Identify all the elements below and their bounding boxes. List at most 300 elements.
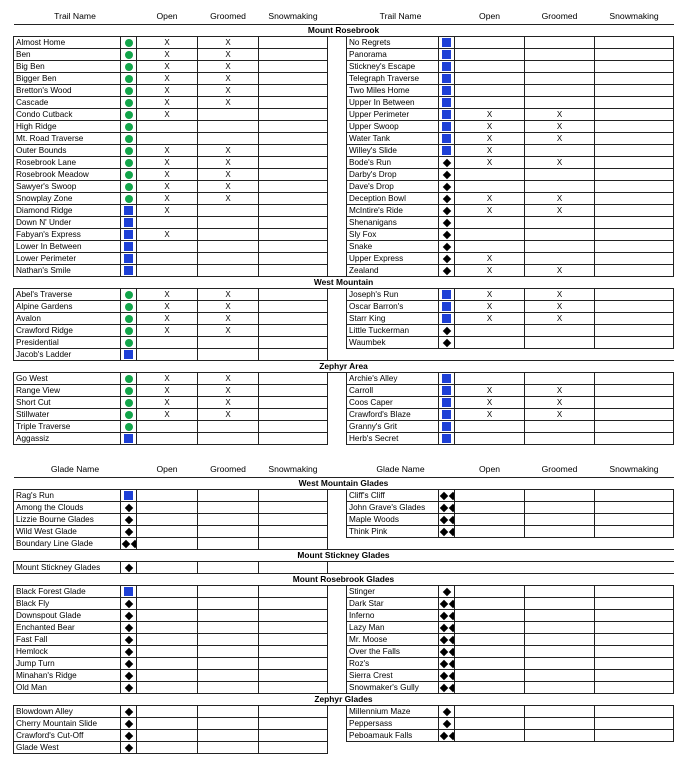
groomed-status bbox=[525, 526, 595, 538]
glade-section-title: Mount Rosebrook Glades bbox=[14, 574, 674, 586]
snowmaking-status bbox=[259, 337, 328, 349]
empty-cell bbox=[347, 349, 439, 361]
trail-name: Abel's Traverse bbox=[14, 289, 121, 301]
glade-row bbox=[14, 718, 674, 730]
column-gap bbox=[328, 325, 347, 337]
snowmaking-status bbox=[595, 241, 674, 253]
glade-name: Maple Woods bbox=[347, 514, 439, 526]
black-diamond-icon bbox=[442, 206, 451, 215]
open-status bbox=[137, 133, 198, 145]
trail-name: Dave's Drop bbox=[347, 181, 439, 193]
difficulty-symbol bbox=[439, 73, 455, 85]
column-gap bbox=[328, 133, 347, 145]
snowmaking-status bbox=[259, 97, 328, 109]
difficulty-symbol bbox=[439, 598, 455, 610]
open-status bbox=[455, 634, 525, 646]
empty-cell bbox=[347, 538, 439, 550]
blue-square-icon bbox=[124, 206, 133, 215]
open-status bbox=[137, 610, 198, 622]
difficulty-symbol bbox=[439, 97, 455, 109]
difficulty-symbol bbox=[121, 622, 137, 634]
difficulty-symbol bbox=[439, 169, 455, 181]
open-status: X bbox=[455, 121, 525, 133]
difficulty-symbol bbox=[439, 289, 455, 301]
snowmaking-status bbox=[595, 610, 674, 622]
open-status bbox=[137, 241, 198, 253]
black-diamond-icon bbox=[124, 623, 133, 632]
glade-section-title: Mount Stickney Glades bbox=[14, 550, 674, 562]
groomed-status: X bbox=[198, 37, 259, 49]
snowmaking-status bbox=[259, 229, 328, 241]
trail-name: Upper Swoop bbox=[347, 121, 439, 133]
groomed-status: X bbox=[525, 385, 595, 397]
difficulty-symbol bbox=[439, 337, 455, 349]
glade-row bbox=[14, 742, 674, 754]
groomed-status bbox=[525, 337, 595, 349]
difficulty-symbol bbox=[439, 85, 455, 97]
trail-name: Two Miles Home bbox=[347, 85, 439, 97]
column-gap bbox=[328, 622, 347, 634]
double-black-diamond-icon bbox=[439, 503, 455, 512]
glade-row bbox=[14, 514, 674, 526]
groomed-status: X bbox=[525, 109, 595, 121]
groomed-status: X bbox=[198, 73, 259, 85]
open-status: X bbox=[455, 409, 525, 421]
groomed-status bbox=[198, 265, 259, 277]
groomed-status bbox=[525, 49, 595, 61]
trail-table-header bbox=[14, 8, 674, 25]
black-diamond-icon bbox=[442, 338, 451, 347]
open-status: X bbox=[137, 37, 198, 49]
open-status bbox=[137, 337, 198, 349]
empty-cell bbox=[595, 349, 674, 361]
trail-name: Mt. Road Traverse bbox=[14, 133, 121, 145]
snowmaking-status bbox=[595, 181, 674, 193]
empty-cell bbox=[595, 538, 674, 550]
glade-name: Black Fly bbox=[14, 598, 121, 610]
glade-name: Rag's Run bbox=[14, 490, 121, 502]
green-circle-icon bbox=[125, 290, 133, 299]
snowmaking-status bbox=[595, 586, 674, 598]
trail-section-title: Zephyr Area bbox=[14, 361, 674, 373]
green-circle-icon bbox=[125, 374, 133, 383]
snowmaking-status bbox=[595, 145, 674, 157]
snowmaking-status bbox=[259, 205, 328, 217]
groomed-status: X bbox=[198, 145, 259, 157]
snowmaking-status bbox=[259, 514, 328, 526]
column-gap bbox=[328, 169, 347, 181]
double-black-diamond-icon bbox=[439, 611, 455, 620]
difficulty-symbol bbox=[439, 109, 455, 121]
empty-cell bbox=[439, 538, 455, 550]
column-gap bbox=[328, 109, 347, 121]
snowmaking-status bbox=[259, 241, 328, 253]
column-gap bbox=[328, 241, 347, 253]
open-status: X bbox=[137, 313, 198, 325]
groomed-status bbox=[525, 646, 595, 658]
green-circle-icon bbox=[125, 326, 133, 335]
trail-row bbox=[14, 181, 674, 193]
trail-name: Water Tank bbox=[347, 133, 439, 145]
snowmaking-status bbox=[595, 97, 674, 109]
groomed-status bbox=[525, 145, 595, 157]
snowmaking-status bbox=[259, 109, 328, 121]
trail-name: Waumbek bbox=[347, 337, 439, 349]
open-status bbox=[455, 85, 525, 97]
snowmaking-status bbox=[259, 706, 328, 718]
glade-name: Sierra Crest bbox=[347, 670, 439, 682]
trail-row bbox=[14, 145, 674, 157]
difficulty-symbol bbox=[439, 718, 455, 730]
open-status bbox=[137, 622, 198, 634]
glade-name: Wild West Glade bbox=[14, 526, 121, 538]
difficulty-symbol bbox=[121, 157, 137, 169]
open-status bbox=[137, 742, 198, 754]
open-status: X bbox=[137, 301, 198, 313]
open-status: X bbox=[137, 61, 198, 73]
groomed-status bbox=[198, 109, 259, 121]
groomed-status bbox=[198, 706, 259, 718]
snowmaking-status bbox=[595, 61, 674, 73]
snowmaking-status bbox=[595, 658, 674, 670]
open-status bbox=[137, 421, 198, 433]
difficulty-symbol bbox=[121, 718, 137, 730]
snowmaking-status bbox=[259, 502, 328, 514]
column-gap bbox=[328, 337, 347, 349]
difficulty-symbol bbox=[439, 217, 455, 229]
trail-section-title: Mount Rosebrook bbox=[14, 25, 674, 37]
blue-square-icon bbox=[442, 410, 451, 419]
open-status bbox=[137, 598, 198, 610]
snowmaking-status bbox=[259, 562, 328, 574]
trail-row bbox=[14, 241, 674, 253]
blue-square-icon bbox=[124, 242, 133, 251]
difficulty-symbol bbox=[121, 49, 137, 61]
trail-name: Go West bbox=[14, 373, 121, 385]
difficulty-symbol bbox=[121, 598, 137, 610]
difficulty-symbol bbox=[121, 337, 137, 349]
black-diamond-icon bbox=[442, 158, 451, 167]
groomed-status bbox=[525, 682, 595, 694]
difficulty-symbol bbox=[121, 670, 137, 682]
glade-name: Over the Falls bbox=[347, 646, 439, 658]
glade-row bbox=[14, 538, 674, 550]
groomed-status: X bbox=[198, 385, 259, 397]
groomed-status bbox=[198, 646, 259, 658]
green-circle-icon bbox=[125, 170, 133, 179]
snowmaking-status bbox=[595, 526, 674, 538]
groomed-status: X bbox=[525, 157, 595, 169]
open-status: X bbox=[137, 181, 198, 193]
open-status: X bbox=[137, 385, 198, 397]
black-diamond-icon bbox=[124, 707, 133, 716]
trail-row bbox=[14, 433, 674, 445]
trail-name: Sly Fox bbox=[347, 229, 439, 241]
column-gap bbox=[328, 421, 347, 433]
trail-name: Rosebrook Lane bbox=[14, 157, 121, 169]
glade-name: Mr. Moose bbox=[347, 634, 439, 646]
blue-square-icon bbox=[442, 290, 451, 299]
snowmaking-status bbox=[259, 313, 328, 325]
trail-row bbox=[14, 265, 674, 277]
difficulty-symbol bbox=[439, 502, 455, 514]
difficulty-symbol bbox=[121, 385, 137, 397]
glade-name: Snowmaker's Gully bbox=[347, 682, 439, 694]
trail-name: Avalon bbox=[14, 313, 121, 325]
column-gap bbox=[328, 433, 347, 445]
groomed-status: X bbox=[525, 289, 595, 301]
snowmaking-status bbox=[595, 634, 674, 646]
blue-square-icon bbox=[442, 422, 451, 431]
difficulty-symbol bbox=[439, 526, 455, 538]
difficulty-symbol bbox=[121, 490, 137, 502]
open-status bbox=[455, 421, 525, 433]
trail-name: Lower In Between bbox=[14, 241, 121, 253]
difficulty-symbol bbox=[439, 610, 455, 622]
groomed-status bbox=[525, 217, 595, 229]
difficulty-symbol bbox=[121, 301, 137, 313]
snowmaking-status bbox=[259, 538, 328, 550]
open-status bbox=[137, 682, 198, 694]
empty-cell bbox=[439, 349, 455, 361]
blue-square-icon bbox=[442, 74, 451, 83]
open-status: X bbox=[137, 85, 198, 97]
groomed-status bbox=[525, 181, 595, 193]
difficulty-symbol bbox=[439, 301, 455, 313]
column-gap bbox=[328, 409, 347, 421]
trail-name: Lower Perimeter bbox=[14, 253, 121, 265]
trail-status-table bbox=[13, 8, 674, 445]
difficulty-symbol bbox=[121, 241, 137, 253]
difficulty-symbol bbox=[121, 109, 137, 121]
groomed-status bbox=[198, 730, 259, 742]
difficulty-symbol bbox=[439, 313, 455, 325]
groomed-status: X bbox=[525, 205, 595, 217]
groomed-status bbox=[198, 622, 259, 634]
glade-row bbox=[14, 658, 674, 670]
groomed-status: X bbox=[198, 409, 259, 421]
difficulty-symbol bbox=[439, 49, 455, 61]
black-diamond-icon bbox=[442, 230, 451, 239]
trail-row bbox=[14, 349, 674, 361]
double-black-diamond-icon bbox=[439, 527, 455, 536]
trail-name: Bigger Ben bbox=[14, 73, 121, 85]
trail-name: Jacob's Ladder bbox=[14, 349, 121, 361]
glade-name: Fast Fall bbox=[14, 634, 121, 646]
double-black-diamond-icon bbox=[439, 623, 455, 632]
blue-square-icon bbox=[442, 122, 451, 131]
glade-row bbox=[14, 490, 674, 502]
difficulty-symbol bbox=[439, 586, 455, 598]
glade-header-glade-name: Glade Name bbox=[50, 464, 100, 474]
trail-header-groomed: Groomed bbox=[210, 11, 246, 21]
trail-name: Carroll bbox=[347, 385, 439, 397]
glade-name: Among the Clouds bbox=[14, 502, 121, 514]
trail-row bbox=[14, 133, 674, 145]
glade-name: John Grave's Glades bbox=[347, 502, 439, 514]
snowmaking-status bbox=[259, 49, 328, 61]
groomed-status bbox=[198, 133, 259, 145]
difficulty-symbol bbox=[439, 181, 455, 193]
difficulty-symbol bbox=[121, 217, 137, 229]
trail-name: McIntire's Ride bbox=[347, 205, 439, 217]
groomed-status bbox=[525, 622, 595, 634]
glade-section-title: West Mountain Glades bbox=[14, 478, 674, 490]
glade-row bbox=[14, 706, 674, 718]
snowmaking-status bbox=[259, 193, 328, 205]
snowmaking-status bbox=[259, 265, 328, 277]
groomed-status bbox=[198, 538, 259, 550]
glade-name: Crawford's Cut-Off bbox=[14, 730, 121, 742]
trail-header-trail-name: Trail Name bbox=[54, 11, 96, 21]
snowmaking-status bbox=[259, 289, 328, 301]
difficulty-symbol bbox=[439, 634, 455, 646]
groomed-status: X bbox=[198, 325, 259, 337]
black-diamond-icon bbox=[124, 659, 133, 668]
groomed-status: X bbox=[198, 193, 259, 205]
double-black-diamond-icon bbox=[439, 515, 455, 524]
trail-header-trail-name: Trail Name bbox=[379, 11, 422, 21]
trail-name: Presidential bbox=[14, 337, 121, 349]
trail-row bbox=[14, 373, 674, 385]
groomed-status bbox=[525, 61, 595, 73]
black-diamond-icon bbox=[124, 611, 133, 620]
open-status: X bbox=[455, 145, 525, 157]
blue-square-icon bbox=[442, 62, 451, 71]
difficulty-symbol bbox=[121, 562, 137, 574]
snowmaking-status bbox=[595, 169, 674, 181]
trail-name: Zealand bbox=[347, 265, 439, 277]
snowmaking-status bbox=[259, 349, 328, 361]
trail-row bbox=[14, 385, 674, 397]
groomed-status bbox=[525, 433, 595, 445]
green-circle-icon bbox=[125, 110, 133, 119]
double-black-diamond-icon bbox=[121, 539, 137, 548]
snowmaking-status bbox=[259, 658, 328, 670]
glade-header-open: Open bbox=[478, 464, 501, 474]
glade-name: Old Man bbox=[14, 682, 121, 694]
trail-header-open: Open bbox=[156, 11, 178, 21]
snowmaking-status bbox=[259, 301, 328, 313]
trail-name: Stillwater bbox=[14, 409, 121, 421]
snowmaking-status bbox=[259, 169, 328, 181]
trail-name: Cascade bbox=[14, 97, 121, 109]
glade-section-row bbox=[14, 694, 674, 706]
trail-row bbox=[14, 313, 674, 325]
glade-header-groomed: Groomed bbox=[210, 464, 246, 474]
black-diamond-icon bbox=[124, 527, 133, 536]
trail-name: Darby's Drop bbox=[347, 169, 439, 181]
open-status: X bbox=[137, 193, 198, 205]
groomed-status bbox=[525, 514, 595, 526]
difficulty-symbol bbox=[439, 133, 455, 145]
groomed-status: X bbox=[198, 289, 259, 301]
snowmaking-status bbox=[259, 598, 328, 610]
black-diamond-icon bbox=[442, 218, 451, 227]
difficulty-symbol bbox=[439, 61, 455, 73]
trail-section-row bbox=[14, 277, 674, 289]
column-gap bbox=[328, 253, 347, 265]
black-diamond-icon bbox=[442, 266, 451, 275]
glade-row bbox=[14, 646, 674, 658]
open-status bbox=[455, 502, 525, 514]
column-gap bbox=[328, 598, 347, 610]
trail-row bbox=[14, 73, 674, 85]
trail-name: Starr King bbox=[347, 313, 439, 325]
open-status bbox=[455, 526, 525, 538]
open-status bbox=[137, 217, 198, 229]
trail-name: Down N' Under bbox=[14, 217, 121, 229]
groomed-status bbox=[198, 337, 259, 349]
groomed-status bbox=[525, 241, 595, 253]
snowmaking-status bbox=[595, 325, 674, 337]
empty-cell bbox=[347, 742, 439, 754]
black-diamond-icon bbox=[442, 326, 451, 335]
snowmaking-status bbox=[259, 682, 328, 694]
trail-name: Snowplay Zone bbox=[14, 193, 121, 205]
difficulty-symbol bbox=[121, 145, 137, 157]
green-circle-icon bbox=[125, 74, 133, 83]
glade-row bbox=[14, 562, 674, 574]
trail-name: Shenanigans bbox=[347, 217, 439, 229]
open-status bbox=[137, 670, 198, 682]
difficulty-symbol bbox=[121, 634, 137, 646]
difficulty-symbol bbox=[121, 409, 137, 421]
open-status bbox=[137, 253, 198, 265]
groomed-status: X bbox=[525, 409, 595, 421]
trail-row bbox=[14, 205, 674, 217]
difficulty-symbol bbox=[121, 349, 137, 361]
black-diamond-icon bbox=[442, 182, 451, 191]
groomed-status: X bbox=[525, 313, 595, 325]
snowmaking-status bbox=[595, 421, 674, 433]
glade-name: Lizzie Bourne Glades bbox=[14, 514, 121, 526]
snowmaking-status bbox=[259, 217, 328, 229]
snowmaking-status bbox=[595, 193, 674, 205]
snowmaking-status bbox=[259, 622, 328, 634]
difficulty-symbol bbox=[439, 670, 455, 682]
black-diamond-icon bbox=[124, 635, 133, 644]
green-circle-icon bbox=[125, 398, 133, 407]
open-status bbox=[455, 181, 525, 193]
trail-row bbox=[14, 325, 674, 337]
snowmaking-status bbox=[259, 385, 328, 397]
glade-name: Millennium Maze bbox=[347, 706, 439, 718]
open-status bbox=[137, 562, 198, 574]
open-status: X bbox=[455, 253, 525, 265]
open-status bbox=[455, 37, 525, 49]
trail-name: Condo Cutback bbox=[14, 109, 121, 121]
black-diamond-icon bbox=[124, 515, 133, 524]
open-status: X bbox=[455, 157, 525, 169]
trail-name: Rosebrook Meadow bbox=[14, 169, 121, 181]
black-diamond-icon bbox=[442, 242, 451, 251]
trail-row bbox=[14, 61, 674, 73]
trail-name: Crawford Ridge bbox=[14, 325, 121, 337]
column-gap bbox=[328, 682, 347, 694]
difficulty-symbol bbox=[121, 586, 137, 598]
open-status: X bbox=[455, 397, 525, 409]
black-diamond-icon bbox=[442, 254, 451, 263]
snowmaking-status bbox=[259, 133, 328, 145]
difficulty-symbol bbox=[439, 730, 455, 742]
trail-name: Little Tuckerman bbox=[347, 325, 439, 337]
column-gap bbox=[328, 217, 347, 229]
difficulty-symbol bbox=[121, 265, 137, 277]
difficulty-symbol bbox=[121, 502, 137, 514]
groomed-status: X bbox=[525, 121, 595, 133]
difficulty-symbol bbox=[121, 526, 137, 538]
